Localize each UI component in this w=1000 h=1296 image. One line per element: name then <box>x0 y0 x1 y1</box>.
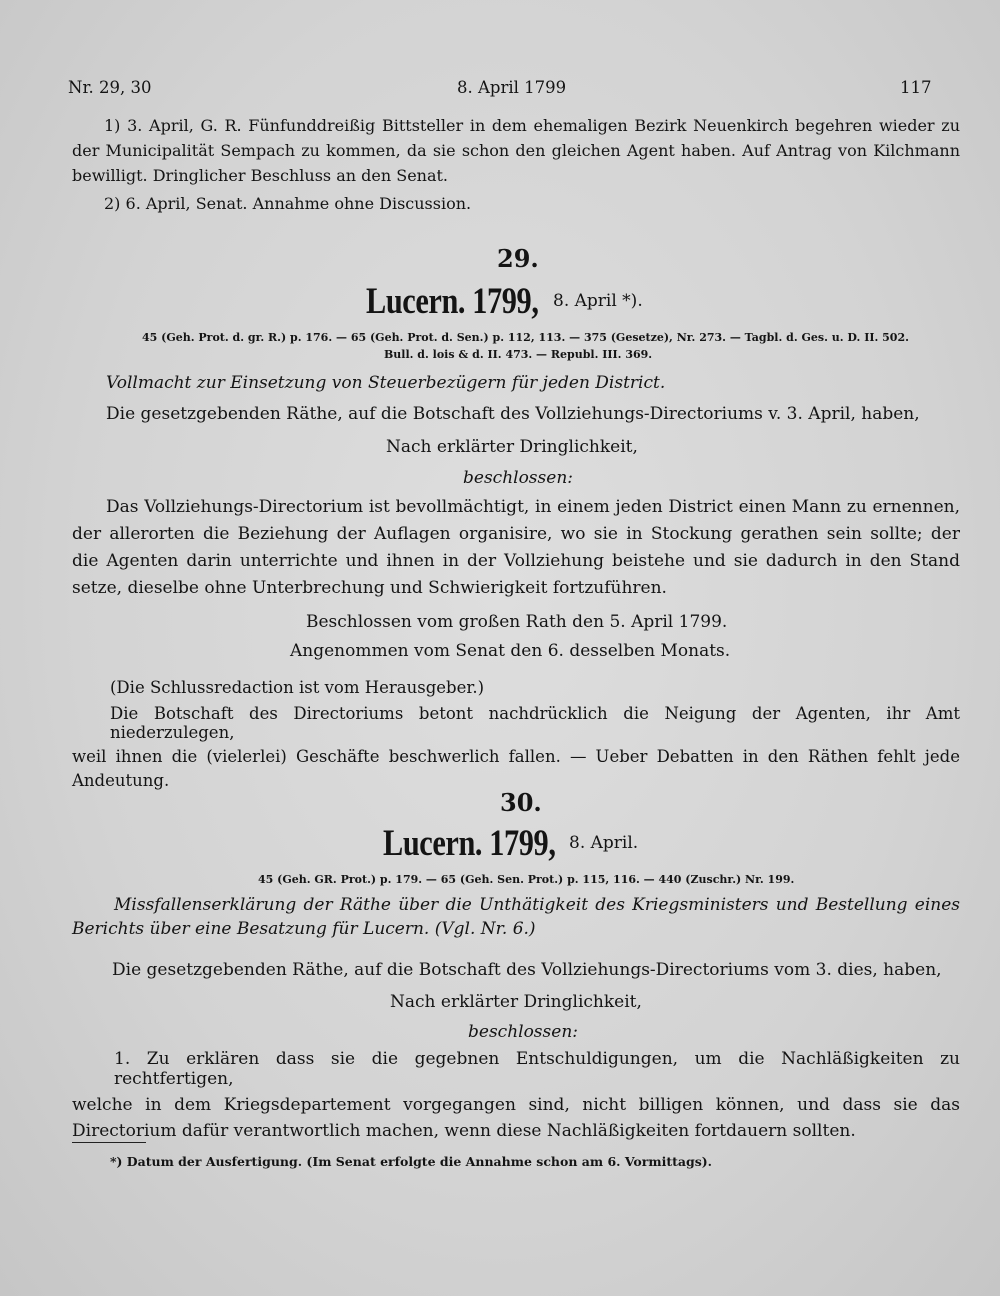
section-29-body-line-3: die Agenten darin unterrichte und ihnen in der Vollziehung beistehe und sie dadurch in den Stand <box>72 551 960 571</box>
section-30-intro: Die gesetzgebenden Räthe, auf die Botschaft des Vollziehungs-Directoriums vom 3. dies, haben, <box>112 960 942 980</box>
section-30-number: 30. <box>500 788 542 817</box>
section-30-body <box>72 1049 960 1141</box>
header-date: 8. April 1799 <box>457 78 567 97</box>
section-29-body <box>72 497 960 598</box>
section-29-place-year: Lucern. 1799, <box>366 281 539 322</box>
section-29-urgency: Nach erklärter Dringlichkeit, <box>386 437 638 457</box>
section-29-commentary <box>72 704 960 790</box>
section-29-accepted-senate: Angenommen vom Senat den 6. desselben Monats. <box>290 641 731 661</box>
section-29-intro: Die gesetzgebenden Räthe, auf die Botschaft des Vollziehungs-Directoriums v. 3. April, haben, <box>106 404 920 424</box>
section-30-body-line-2: welche in dem Kriegsdepartement vorgegangen sind, nicht billigen können, und dass sie das <box>72 1095 960 1115</box>
section-29-sources-line-2: Bull. d. lois & d. II. 473. — Republ. III. 369. <box>384 348 653 361</box>
section-29-decided-great-council: Beschlossen vom großen Rath den 5. April 1799. <box>306 612 728 632</box>
section-29-title: Vollmacht zur Einsetzung von Steuerbezügern für jeden District. <box>106 373 666 393</box>
section-30-body-line-3: Directorium dafür verantwortlich machen, wenn diese Nachläßigkeiten fortdauern sollten. <box>72 1121 856 1141</box>
section-29-body-line-4: setze, dieselbe ohne Unterbrechung und Schwierigkeit fortzuführen. <box>72 578 667 598</box>
section-29-commentary-line-1: Die Botschaft des Directoriums betont nachdrücklich die Neigung der Agenten, ihr Amt niederzulegen, <box>110 704 960 742</box>
section-30-body-line-1: 1. Zu erklären dass sie die gegebnen Entschuldigungen, um die Nachläßigkeiten zu rechtfertigen, <box>114 1049 960 1089</box>
note-1-line-3: bewilligt. Dringlicher Beschluss an den Senat. <box>72 166 449 185</box>
section-29-sources-line-1: 45 (Geh. Prot. d. gr. R.) p. 176. — 65 (Geh. Prot. d. Sen.) p. 112, 113. — 375 (Gesetze), Nr. 273. — Tagbl. d. Ges. u. D. II. 502. <box>142 331 909 344</box>
section-29-commentary-line-3: Andeutung. <box>72 771 170 790</box>
section-30-date: 8. April. <box>569 833 639 853</box>
note-1-line-1: 1) 3. April, G. R. Fünfunddreißig Bittsteller in dem ehemaligen Bezirk Neuenkirch begehren wieder zu <box>104 116 960 135</box>
section-30-place-year: Lucern. 1799, <box>383 823 556 864</box>
section-29-editor-note: (Die Schlussredaction ist vom Herausgeber.) <box>110 678 485 697</box>
footnote-rule <box>72 1142 146 1143</box>
section-29-date: 8. April *). <box>553 291 643 311</box>
page-number: 117 <box>900 78 932 97</box>
section-29-number: 29. <box>497 244 539 273</box>
section-30-resolved: beschlossen: <box>468 1022 578 1042</box>
header-left: Nr. 29, 30 <box>68 78 152 97</box>
section-30-urgency: Nach erklärter Dringlichkeit, <box>390 992 642 1012</box>
section-30-sources: 45 (Geh. GR. Prot.) p. 179. — 65 (Geh. Sen. Prot.) p. 115, 116. — 440 (Zuschr.) Nr. 199. <box>258 873 795 886</box>
footnote: *) Datum der Ausfertigung. (Im Senat erfolgte die Annahme schon am 6. Vormittags). <box>110 1154 713 1169</box>
section-29-commentary-line-2: weil ihnen die (vielerlei) Geschäfte beschwerlich fallen. — Ueber Debatten in den Räthen fehlt jede <box>72 747 960 766</box>
section-30-title-line-2: Berichts über eine Besatzung für Lucern. (Vgl. Nr. 6.) <box>72 919 536 939</box>
note-1 <box>72 116 960 185</box>
section-30-title-line-1: Missfallenserklärung der Räthe über die Unthätigkeit des Kriegsministers und Bestellung eines <box>114 895 960 915</box>
note-2: 2) 6. April, Senat. Annahme ohne Discussion. <box>104 194 472 213</box>
section-29-body-line-1: Das Vollziehungs-Directorium ist bevollmächtigt, in einem jeden District einen Mann zu ernennen, <box>106 497 960 517</box>
section-30-title <box>72 895 960 939</box>
section-29-body-line-2: der allerorten die Beziehung der Auflagen organisire, wo sie in Stockung gerathen sein sollte; der <box>72 524 960 544</box>
section-29-resolved: beschlossen: <box>463 468 573 488</box>
note-1-line-2: der Municipalität Sempach zu kommen, da sie schon den gleichen Agent haben. Auf Antrag von Kilchmann <box>72 141 960 160</box>
